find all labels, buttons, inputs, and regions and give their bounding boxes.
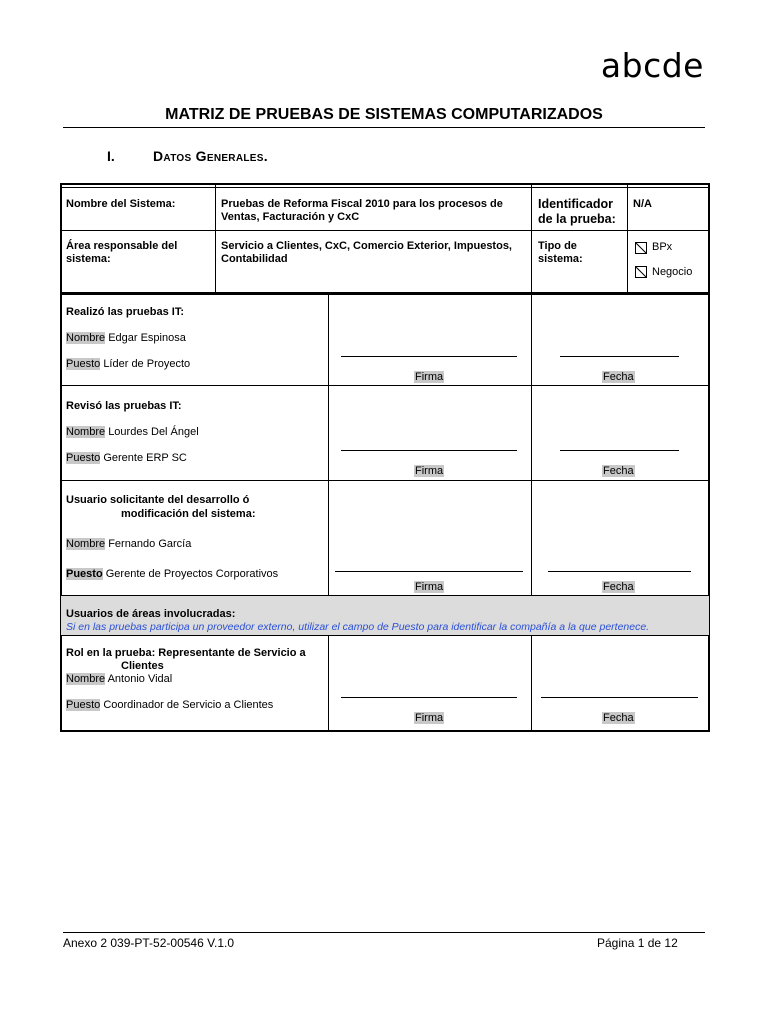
performed-name-value: Edgar Espinosa [108, 332, 186, 344]
name-field-label: Nombre [66, 426, 106, 438]
position-field-label: Puesto [66, 568, 103, 580]
date-caption: Fecha [603, 581, 634, 593]
reviewed-label: Revisó las pruebas IT: [66, 400, 182, 412]
divider [61, 230, 709, 231]
footer-page-number: Página 1 de 12 [597, 936, 678, 950]
involved-users-label: Usuarios de áreas involucradas: [66, 608, 236, 620]
divider [627, 185, 628, 293]
external-provider-note: Si en las pruebas participa un proveedor externo, utilizar el campo de Puesto para identificar la compañía a la que pertenece. [66, 621, 650, 633]
position-field-label: Puesto [66, 452, 101, 464]
performed-label: Realizó las pruebas IT: [66, 306, 184, 318]
signature-caption: Firma [415, 581, 444, 593]
signature-line[interactable] [341, 356, 517, 357]
signature-caption: Firma [415, 465, 444, 477]
test-id-label-line2: de la prueba: [538, 212, 616, 226]
area-label-line1: Área responsable del [66, 240, 178, 252]
requester-label-line1: Usuario solicitante del desarrollo ó [66, 494, 250, 506]
date-caption: Fecha [603, 712, 634, 724]
date-line[interactable] [560, 450, 679, 451]
divider [215, 185, 216, 293]
test-id-label-line1: Identificador [538, 197, 614, 211]
date-line[interactable] [560, 356, 679, 357]
signature-caption: Firma [415, 712, 444, 724]
negocio-option-label: Negocio [652, 266, 693, 278]
test-id-value: N/A [633, 198, 652, 210]
area-value-line1: Servicio a Clientes, CxC, Comercio Exterior, Impuestos, [221, 240, 512, 252]
bpx-option-label: BPx [652, 241, 673, 253]
position-field-label: Puesto [66, 358, 101, 370]
system-name-value-line2: Ventas, Facturación y CxC [221, 211, 360, 223]
check-cross-icon [636, 243, 646, 253]
role-position-value: Coordinador de Servicio a Clientes [103, 699, 274, 711]
divider [531, 185, 532, 293]
signature-line[interactable] [341, 450, 517, 451]
divider [61, 635, 709, 636]
section-title-dot: . [263, 148, 268, 164]
date-caption: Fecha [603, 465, 634, 477]
reviewed-position-row [66, 452, 187, 465]
negocio-checkbox[interactable] [635, 266, 647, 278]
company-logo: abcde [600, 46, 704, 85]
requester-position-row [66, 568, 278, 581]
section-number: I. [107, 148, 115, 164]
date-line[interactable] [548, 571, 691, 572]
section-heading [107, 148, 268, 164]
divider [328, 295, 329, 596]
system-name-label: Nombre del Sistema: [66, 198, 176, 210]
section-title: Datos Generales [153, 148, 264, 164]
divider [61, 385, 709, 386]
reviewed-name-row [66, 426, 199, 439]
name-field-label: Nombre [66, 538, 106, 550]
divider [531, 636, 532, 731]
performed-position-row [66, 358, 190, 371]
requester-label-line2: modificación del sistema: [121, 508, 256, 520]
position-field-label: Puesto [66, 699, 101, 711]
footer-document-code: Anexo 2 039-PT-52-00546 V.1.0 [63, 936, 235, 950]
requester-position-value: Gerente de Proyectos Corporativos [105, 568, 279, 580]
name-field-label: Nombre [66, 673, 106, 685]
role-name-row [66, 673, 172, 686]
signature-line[interactable] [335, 571, 523, 572]
name-field-label: Nombre [66, 332, 106, 344]
role-position-row [66, 699, 273, 712]
divider [61, 480, 709, 481]
area-label-line2: sistema: [66, 253, 111, 265]
role-name-value: Antonio Vidal [107, 673, 173, 685]
requester-name-row [66, 538, 191, 551]
date-caption: Fecha [603, 371, 634, 383]
reviewed-position-value: Gerente ERP SC [103, 452, 187, 464]
document-title: MATRIZ DE PRUEBAS DE SISTEMAS COMPUTARIZADOS [165, 106, 603, 123]
table-top-double-line [60, 187, 710, 188]
requester-name-value: Fernando García [108, 538, 192, 550]
system-type-label-line2: sistema: [538, 253, 583, 265]
title-rule [63, 127, 705, 128]
performed-name-row [66, 332, 186, 345]
date-line[interactable] [541, 697, 698, 698]
signature-line[interactable] [341, 697, 517, 698]
footer-rule [63, 932, 705, 933]
system-type-label-line1: Tipo de [538, 240, 577, 252]
system-name-value-line1: Pruebas de Reforma Fiscal 2010 para los procesos de [221, 198, 503, 210]
bpx-checkbox[interactable] [635, 242, 647, 254]
signature-caption: Firma [415, 371, 444, 383]
divider [531, 295, 532, 596]
role-label-line2: Clientes [121, 660, 164, 672]
reviewed-name-value: Lourdes Del Ángel [108, 426, 199, 438]
divider [328, 636, 329, 731]
performed-position-value: Líder de Proyecto [103, 358, 191, 370]
area-value-line2: Contabilidad [221, 253, 288, 265]
role-label-line1: Rol en la prueba: Representante de Servicio a [66, 647, 306, 659]
check-cross-icon [636, 267, 646, 277]
